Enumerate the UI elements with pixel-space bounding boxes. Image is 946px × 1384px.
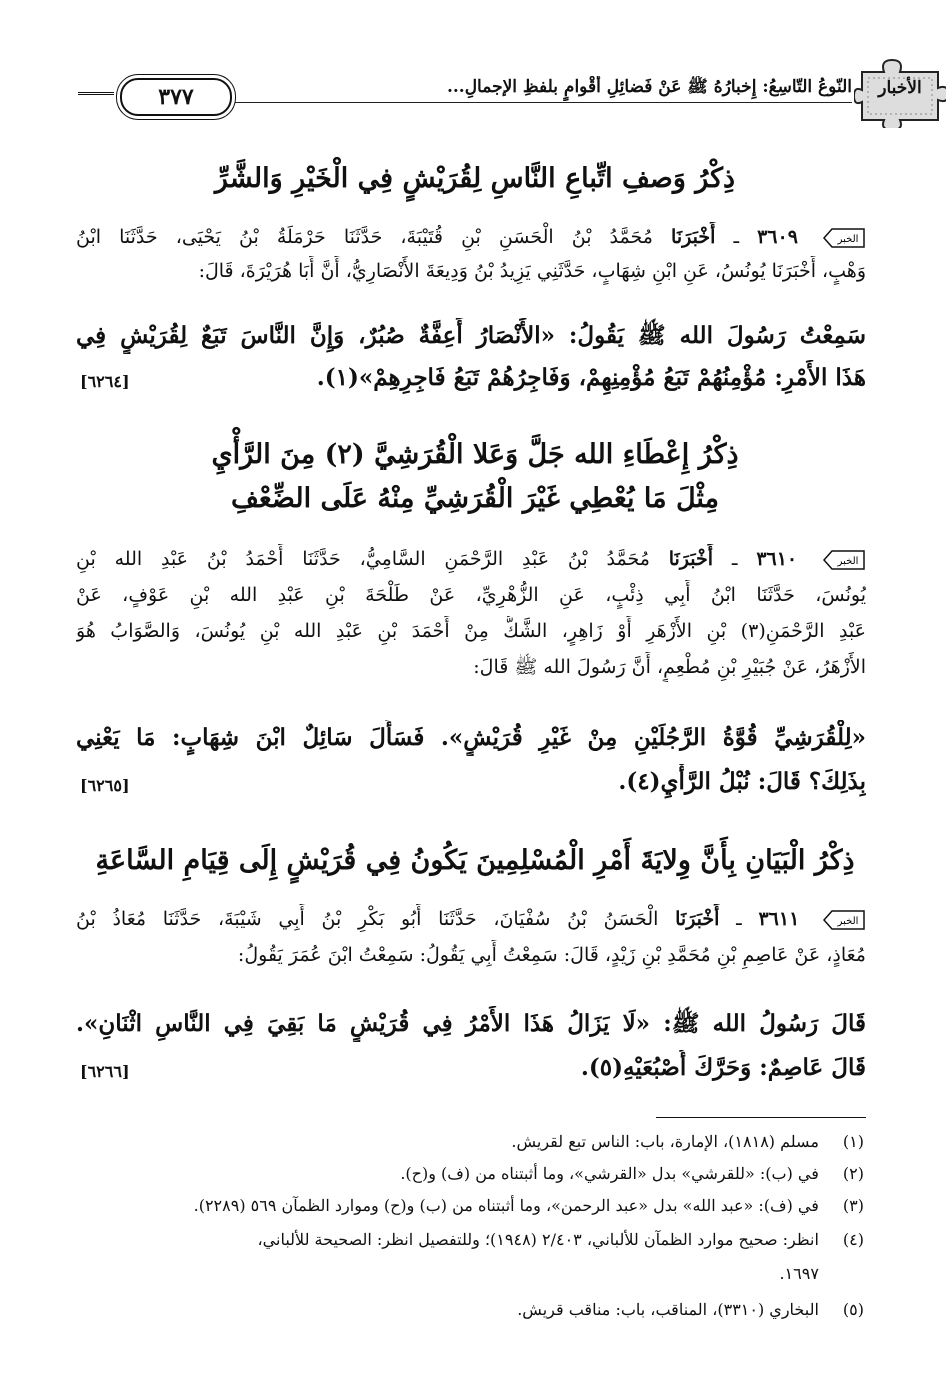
akhbarana-marker-icon <box>822 909 866 931</box>
section-heading: ذِكْرُ وَصفِ اتِّباعِ النَّاسِ لِقُرَيْشٍ فِي الْخَيْرِ وَالشَّرِّ <box>214 163 736 194</box>
running-header <box>78 58 946 128</box>
chain-text: الْحَسَنُ بْنُ سُفْيَانَ، حَدَّثَنَا أَبُو بَكْرِ بْنُ أَبِي شَيْبَةَ، حَدَّثَنَا مُعَاذُ بْنُ <box>76 908 659 930</box>
section-heading: ذِكْرُ الْبَيَانِ بِأَنَّ وِلايَةَ أَمْرِ الْمُسْلِمِينَ يَكُونُ فِي قُرَيْشٍ إِلَى قِيَامِ السَّاعَةِ <box>95 845 855 876</box>
footnote-text: انظر: صحيح موارد الظمآن للألباني، ٢/٤٠٣ (١٩٤٨)؛ وللتفصيل انظر: الصحيحة للألباني، <box>257 1230 819 1249</box>
hadith-text-line: «لِلْقُرَشِيِّ قُوَّةُ الرَّجُلَيْنِ مِنْ غَيْرِ قُرَيْشٍ». فَسَأَلَ سَائِلٌ ابْنَ شِهَابٍ: مَا يَعْنِي <box>76 724 866 751</box>
footnote-text: في (ب): «للقرشي» بدل «القرشي»، وما أثبتناه من (ف) و(ح). <box>400 1164 819 1183</box>
reference-number: [٦٢٦٦] <box>80 1062 130 1081</box>
reference-number: [٦٢٦٥] <box>80 776 130 795</box>
hadith-chain-line: عَبْدِ الرَّحْمَنِ(٣) بْنِ الأَزْهَرِ أَوْ زَاهِرٍ، الشَّكُّ مِنْ أَحْمَدَ بْنِ عَبْدِ الله بْنِ يُونُسَ، وَالصَّوَابُ هُوَ <box>76 620 866 642</box>
footnote-text: في (ف): «عبد الله» بدل «عبد الرحمن»، وما أثبتناه من (ب) و(ح) وموارد الظمآن ٥٦٩ (٢٢٨٩). <box>193 1196 819 1215</box>
hadith-number: ٣٦١٠ <box>756 548 798 570</box>
hadith-chain-line: وَهْبٍ، أَخْبَرَنَا يُونُسُ، عَنِ ابْنِ شِهَابٍ، حَدَّثَنِي يَزِيدُ بْنُ وَدِيعَةَ الأَنْصَارِيُّ، أَنَّ أَبَا هُرَيْرَةَ، قَالَ: <box>198 260 866 282</box>
svg-text:الخبر: الخبر <box>837 916 859 927</box>
akhbarana-word: أَخْبَرَنَا <box>668 548 714 570</box>
footnote-marker: (٥) <box>842 1300 864 1319</box>
page-number: ٣٧٧ <box>120 78 232 116</box>
hadith-number: ٣٦١١ <box>758 908 800 930</box>
hadith-text-line: بِذَلِكَ؟ قَالَ: نُبْلُ الرَّأْيِ(٤). <box>618 768 866 795</box>
footnote <box>74 1226 864 1254</box>
hadith-chain-line: يُونُسَ، حَدَّثَنَا ابْنُ أَبِي ذِئْبٍ، عَنِ الزُّهْرِيِّ، عَنْ طَلْحَةَ بْنِ عَبْدِ الله بْنِ عَوْفٍ، عَنْ <box>76 584 866 606</box>
footnote <box>74 1160 864 1188</box>
footnote-marker: (٢) <box>842 1164 864 1183</box>
hadith-chain-line: مُعَاذٍ، عَنْ عَاصِمِ بْنِ مُحَمَّدِ بْنِ زَيْدٍ، قَالَ: سَمِعْتُ أَبِي يَقُولُ: سَمِعْتُ ابْنَ عُمَرَ يَقُولُ: <box>237 944 866 966</box>
footnote <box>74 1192 864 1220</box>
footnote-marker: (٣) <box>842 1196 864 1215</box>
akhbarana-word: أَخْبَرَنَا <box>671 226 716 248</box>
akhbarana-marker-icon <box>822 227 866 249</box>
footnote <box>74 1128 864 1156</box>
header-rule <box>192 102 852 103</box>
footnote-rule <box>656 1117 866 1118</box>
akhbarana-word: أَخْبَرَنَا <box>675 908 720 930</box>
chain-text: مُحَمَّدُ بْنُ عَبْدِ الرَّحْمَنِ السَّامِيُّ، حَدَّثَنَا أَحْمَدُ بْنُ عَبْدِ الله بْنِ <box>76 548 650 570</box>
footnote-text: البخاري (٣٣١٠)، المناقب، باب: مناقب قريش. <box>517 1300 819 1319</box>
page-number-dash <box>78 92 114 95</box>
akhbarana-marker-icon <box>822 549 866 571</box>
chain-text: مُحَمَّدُ بْنُ الْحَسَنِ بْنِ قُتَيْبَةَ، حَدَّثَنَا حَرْمَلَةُ بْنُ يَحْيَى، حَدَّثَنَا ابْنُ <box>76 226 653 248</box>
running-title: النّوعُ التّاسِعُ: إِخبارُهُ ﷺ عَنْ فَضائِلِ أَقْوامٍ بلفظِ الإجمالِ... <box>446 77 852 97</box>
svg-text:الخبر: الخبر <box>837 556 859 567</box>
footnote <box>74 1296 864 1324</box>
hadith-chain-line: الخبر ٣٦١١ ـ أَخْبَرَنَا الْحَسَنُ بْنُ سُفْيَانَ، حَدَّثَنَا أَبُو بَكْرِ بْنُ أَبِي شَيْبَةَ، حَدَّثَنَا مُعَاذُ بْنُ <box>76 904 866 934</box>
svg-text:الخبر: الخبر <box>837 234 859 245</box>
hadith-chain-line: الخبر ٣٦١٠ ـ أَخْبَرَنَا مُحَمَّدُ بْنُ عَبْدِ الرَّحْمَنِ السَّامِيُّ، حَدَّثَنَا أَحْمَدُ بْنُ عَبْدِ الله بْنِ <box>76 544 866 574</box>
reference-number: [٦٢٦٤] <box>80 372 130 391</box>
footnote-marker: (٤) <box>842 1230 864 1249</box>
footnote-text: مسلم (١٨١٨)، الإمارة، باب: الناس تبع لقريش. <box>511 1132 819 1151</box>
hadith-chain-line: الخبر ٣٦٠٩ ـ أَخْبَرَنَا مُحَمَّدُ بْنُ الْحَسَنِ بْنِ قُتَيْبَةَ، حَدَّثَنَا حَرْمَلَةُ بْنُ يَحْيَى، حَدَّثَنَا ابْنُ <box>76 222 866 252</box>
footnote-text: ١٦٩٧. <box>779 1264 819 1283</box>
hadith-text-line: هَذَا الأَمْرِ: مُؤْمِنُهُمْ تَبَعُ مُؤْمِنِهِمْ، وَفَاجِرُهُمْ تَبَعُ فَاجِرِهِمْ»(١). <box>316 364 866 391</box>
hadith-chain-line: الأَزْهَرُ، عَنْ جُبَيْرِ بْنِ مُطْعِمٍ، أَنَّ رَسُولَ الله ﷺ قَالَ: <box>473 656 866 678</box>
hadith-text-line: قَالَ رَسُولُ الله ﷺ: «لَا يَزَالُ هَذَا الأَمْرُ فِي قُرَيْشٍ مَا بَقِيَ فِي النَّاسِ اثْنَانِ». <box>76 1010 866 1037</box>
footnote-continuation <box>74 1260 864 1288</box>
badge-label: الأخبار <box>878 78 922 98</box>
puzzle-piece-icon <box>854 58 946 128</box>
hadith-text-line: سَمِعْتُ رَسُولَ الله ﷺ يَقُولُ: «الأَنْصَارُ أَعِفَّةٌ صُبُرٌ، وَإِنَّ النَّاسَ تَبَعٌ لِقُرَيْشٍ فِي <box>76 322 866 349</box>
footnote-marker: (١) <box>842 1132 864 1151</box>
section-heading: ذِكْرُ إِعْطَاءِ الله جَلَّ وَعَلا الْقُرَشِيَّ (٢) مِنَ الرَّأْيِ <box>211 439 739 470</box>
hadith-text-line: قَالَ عَاصِمٌ: وَحَرَّكَ أُصْبُعَيْهِ(٥). <box>580 1054 866 1081</box>
hadith-number: ٣٦٠٩ <box>757 226 798 248</box>
section-heading: مِثْلَ مَا يُعْطِي غَيْرَ الْقُرَشِيِّ مِنْهُ عَلَى الضِّعْفِ <box>230 483 720 514</box>
